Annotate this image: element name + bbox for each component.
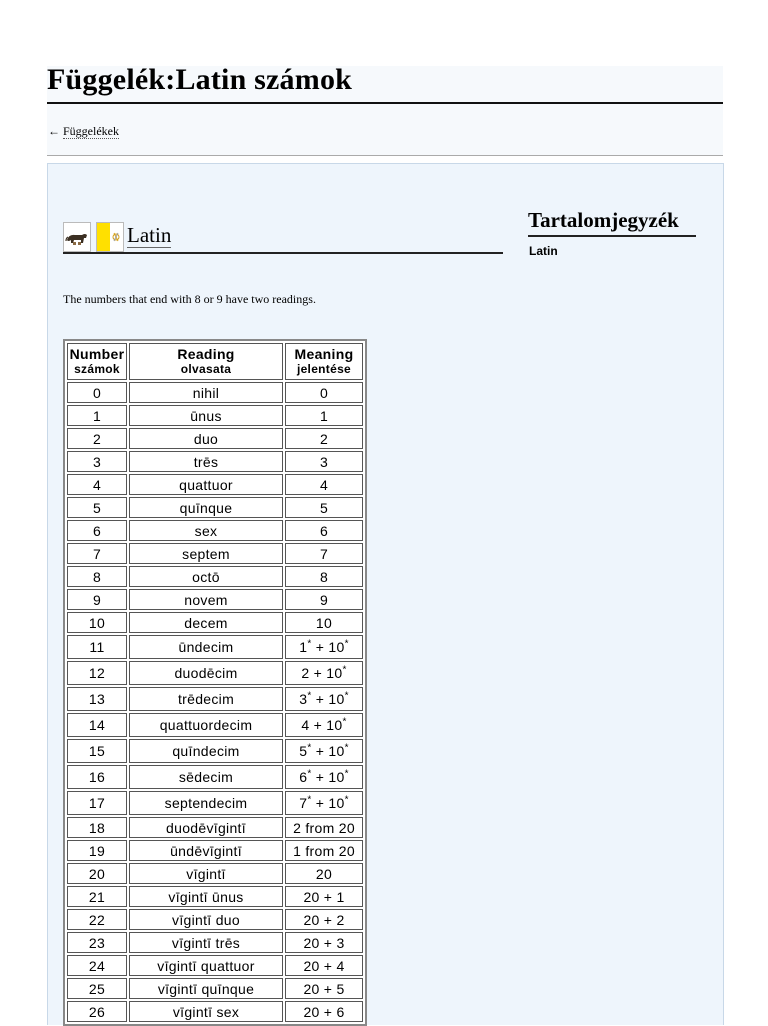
table-row [67,497,363,518]
cell-reading: vīgintī quīnque [129,978,283,999]
cell-meaning: 20 + 4 [285,955,363,976]
latin-numbers-table [63,339,367,1026]
table-row [67,713,363,737]
toc-item-latin[interactable]: Latin [529,244,558,258]
cell-meaning: 2 from 20 [285,817,363,838]
cell-meaning: 7 [285,543,363,564]
cell-meaning: 6 [285,520,363,541]
cell-meaning: 1* + 10* [285,635,363,659]
cell-reading: octō [129,566,283,587]
cell-reading: quīnque [129,497,283,518]
cell-reading: decem [129,612,283,633]
cell-number: 1 [67,405,127,426]
cell-meaning: 3 [285,451,363,472]
table-row [67,474,363,495]
cell-reading: sex [129,520,283,541]
cell-number: 21 [67,886,127,907]
cell-number: 19 [67,840,127,861]
cell-number: 26 [67,1001,127,1022]
table-row [67,589,363,610]
cell-meaning: 4 [285,474,363,495]
cell-meaning: 20 + 5 [285,978,363,999]
cell-number: 7 [67,543,127,564]
cell-number: 6 [67,520,127,541]
cell-number: 2 [67,428,127,449]
cell-reading: novem [129,589,283,610]
cell-meaning: 20 + 3 [285,932,363,953]
cell-number: 22 [67,909,127,930]
table-row [67,840,363,861]
table-row [67,520,363,541]
cell-reading: duodēcim [129,661,283,685]
cell-meaning: 5* + 10* [285,739,363,763]
cell-number: 20 [67,863,127,884]
table-row [67,566,363,587]
intro-text: The numbers that end with 8 or 9 have two readings. [63,292,316,306]
cell-meaning: 20 + 2 [285,909,363,930]
table-row [67,739,363,763]
cell-number: 25 [67,978,127,999]
cell-reading: ūnus [129,405,283,426]
cell-number: 0 [67,382,127,403]
cell-reading: sēdecim [129,765,283,789]
table-row [67,405,363,426]
cell-reading: quattuor [129,474,283,495]
cell-number: 8 [67,566,127,587]
vatican-flag-icon[interactable] [96,222,124,252]
cell-reading: quīndecim [129,739,283,763]
cell-reading: duodēvīgintī [129,817,283,838]
cell-reading: vīgintī sex [129,1001,283,1022]
cell-reading: septem [129,543,283,564]
cell-reading: duo [129,428,283,449]
table-row [67,451,363,472]
toc-title: Tartalomjegyzék [528,208,679,232]
table-row [67,635,363,659]
cell-meaning: 1 from 20 [285,840,363,861]
table-row [67,428,363,449]
table-row [67,955,363,976]
column-header-reading: Reading olvasata [129,343,283,380]
cell-number: 16 [67,765,127,789]
cell-reading: ūndecim [129,635,283,659]
cell-meaning: 0 [285,382,363,403]
table-row [67,791,363,815]
table-row [67,886,363,907]
cell-reading: vīgintī [129,863,283,884]
cell-number: 3 [67,451,127,472]
cell-reading: vīgintī duo [129,909,283,930]
cell-number: 9 [67,589,127,610]
cell-meaning: 10 [285,612,363,633]
section-divider [63,252,503,254]
cell-reading: trēdecim [129,687,283,711]
table-header-row [67,343,363,380]
cell-meaning: 20 [285,863,363,884]
cell-meaning: 20 + 6 [285,1001,363,1022]
table-row [67,543,363,564]
table-row [67,909,363,930]
cell-number: 17 [67,791,127,815]
table-row [67,612,363,633]
section-heading-latin: Latin [127,223,172,247]
cell-number: 4 [67,474,127,495]
cell-meaning: 5 [285,497,363,518]
title-divider [47,102,723,104]
cell-meaning: 9 [285,589,363,610]
back-navigation [48,124,119,139]
table-row [67,765,363,789]
cell-meaning: 3* + 10* [285,687,363,711]
table-row [67,978,363,999]
cell-meaning: 8 [285,566,363,587]
cell-reading: vīgintī quattuor [129,955,283,976]
cell-meaning: 6* + 10* [285,765,363,789]
table-row [67,687,363,711]
page-title: Függelék:Latin számok [47,63,353,96]
cell-reading: trēs [129,451,283,472]
cell-reading: vīgintī ūnus [129,886,283,907]
header-divider [47,155,723,156]
cell-number: 24 [67,955,127,976]
toc-divider [528,235,696,237]
capitoline-wolf-icon[interactable] [63,222,91,252]
cell-meaning: 2 + 10* [285,661,363,685]
table-row [67,1001,363,1022]
cell-meaning: 2 [285,428,363,449]
cell-number: 5 [67,497,127,518]
cell-number: 11 [67,635,127,659]
cell-number: 13 [67,687,127,711]
cell-meaning: 20 + 1 [285,886,363,907]
cell-reading: vīgintī trēs [129,932,283,953]
cell-number: 12 [67,661,127,685]
table-row [67,382,363,403]
cell-number: 15 [67,739,127,763]
appendices-link[interactable]: Függelékek [63,124,119,138]
cell-number: 23 [67,932,127,953]
cell-number: 10 [67,612,127,633]
cell-meaning: 7* + 10* [285,791,363,815]
table-row [67,932,363,953]
cell-number: 14 [67,713,127,737]
cell-reading: ūndēvīgintī [129,840,283,861]
table-row [67,817,363,838]
cell-meaning: 1 [285,405,363,426]
column-header-number: Number számok [67,343,127,380]
column-header-meaning: Meaning jelentése [285,343,363,380]
cell-reading: nihil [129,382,283,403]
table-row [67,863,363,884]
cell-number: 18 [67,817,127,838]
table-row [67,661,363,685]
cell-reading: septendecim [129,791,283,815]
back-arrow-icon: ← [48,124,60,138]
cell-meaning: 4 + 10* [285,713,363,737]
cell-reading: quattuordecim [129,713,283,737]
